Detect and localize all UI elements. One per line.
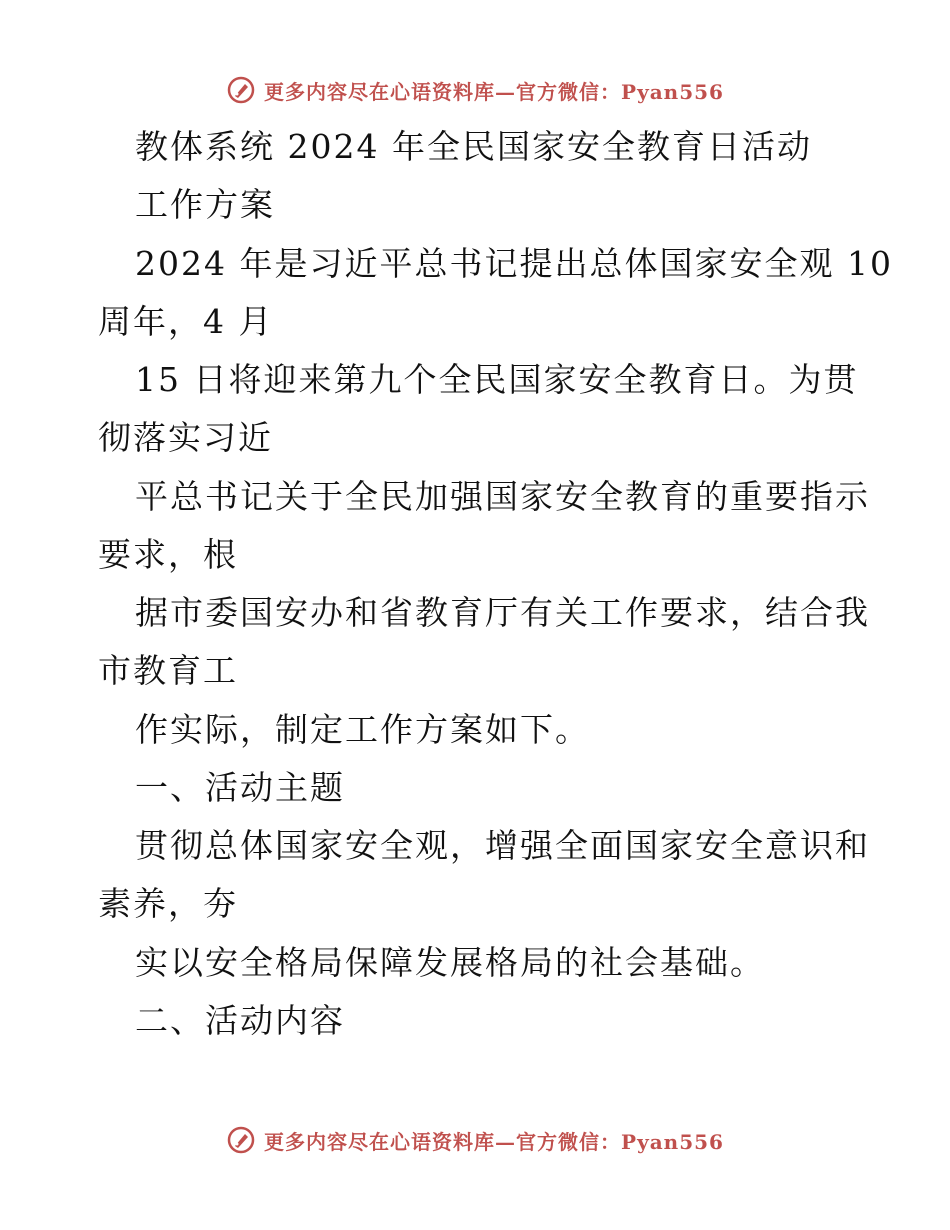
paragraph-line: 据市委国安办和省教育厅有关工作要求，结合我 bbox=[135, 593, 870, 632]
document-title-line-1: 教体系统 2024 年全民国家安全教育日活动 bbox=[135, 127, 812, 166]
pen-nib-circle-icon bbox=[226, 75, 256, 105]
paragraph-line: 要求，根 bbox=[98, 535, 238, 574]
paragraph-line: 彻落实习近 bbox=[98, 418, 273, 457]
paragraph-line: 素养，夯 bbox=[98, 884, 238, 923]
section-heading: 一、活动主题 bbox=[135, 768, 345, 807]
paragraph-line: 作实际，制定工作方案如下。 bbox=[135, 710, 590, 749]
paragraph-line: 市教育工 bbox=[98, 651, 238, 690]
paragraph-line: 15 日将迎来第九个全民国家安全教育日。为贯 bbox=[135, 360, 859, 399]
watermark-text: 更多内容尽在心语资料库—官方微信：Pyan556 bbox=[264, 79, 724, 104]
document-title-line-2: 工作方案 bbox=[135, 185, 275, 224]
pen-nib-circle-icon bbox=[226, 1125, 256, 1155]
paragraph-line: 平总书记关于全民加强国家安全教育的重要指示 bbox=[135, 477, 870, 516]
watermark-text: 更多内容尽在心语资料库—官方微信：Pyan556 bbox=[264, 1129, 724, 1154]
paragraph-line: 实以安全格局保障发展格局的社会基础。 bbox=[135, 943, 765, 982]
paragraph-line: 2024 年是习近平总书记提出总体国家安全观 10 bbox=[135, 244, 893, 283]
section-heading: 二、活动内容 bbox=[135, 1001, 345, 1040]
footer-watermark bbox=[0, 1120, 950, 1160]
header-watermark bbox=[0, 70, 950, 110]
paragraph-line: 周年，4 月 bbox=[98, 302, 274, 341]
paragraph-line: 贯彻总体国家安全观，增强全面国家安全意识和 bbox=[135, 826, 870, 865]
